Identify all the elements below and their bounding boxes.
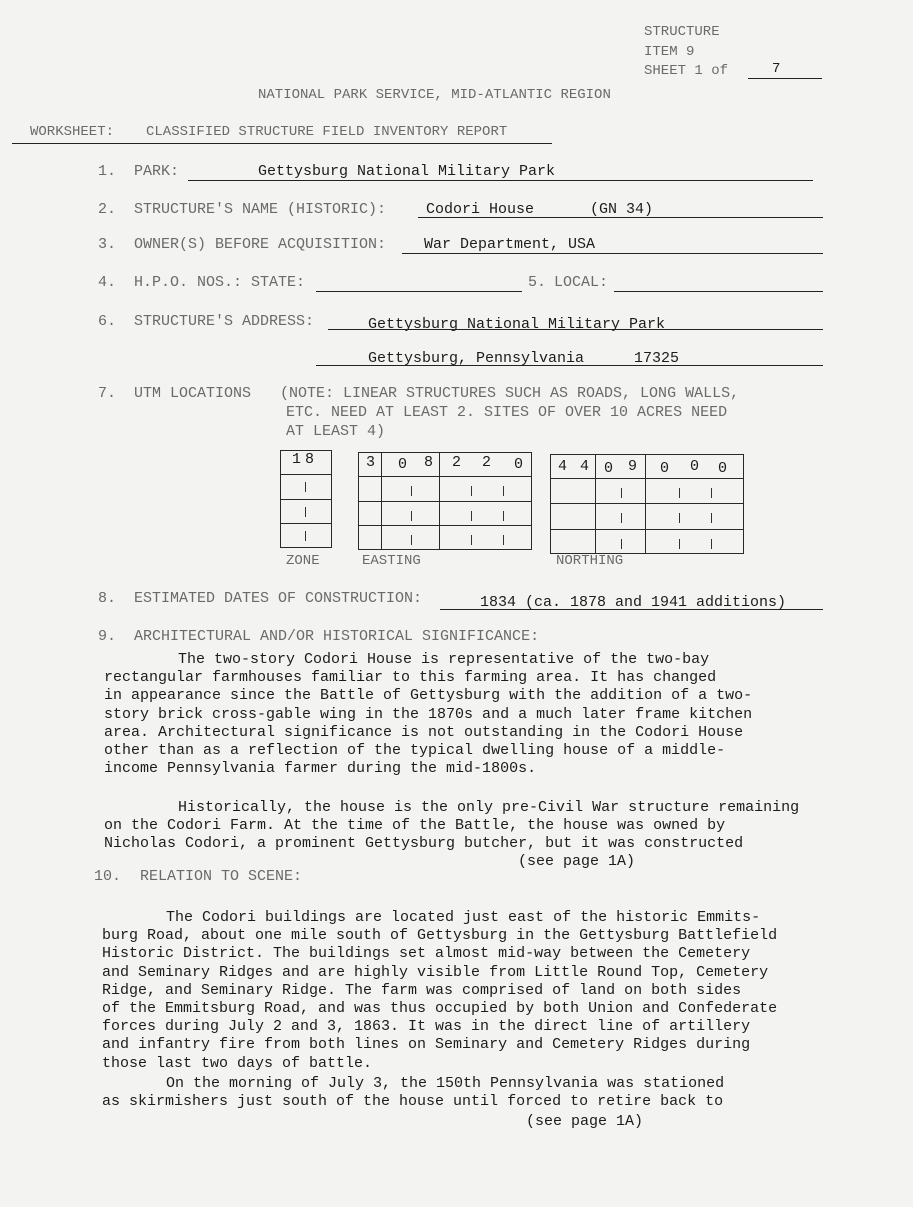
utm-northing-digit-4: 9: [628, 458, 638, 475]
text-line: On the morning of July 3, the 150th Pennsylvania was stationed: [166, 1075, 725, 1092]
text-line: Ridge, and Seminary Ridge. The farm was comprised of land on both sides: [102, 981, 742, 999]
text-line: story brick cross-gable wing in the 1870s and a much later frame kitchen: [104, 705, 753, 723]
text-line: area. Architectural significance is not outstanding in the Codori House: [104, 723, 744, 741]
text-line: as skirmishers just south of the house until forced to retire back to: [102, 1093, 724, 1111]
header-structure-label: STRUCTURE: [644, 24, 720, 40]
text-line: Historic District. The buildings set almost mid-way between the Cemetery: [102, 945, 751, 963]
utm-northing-digit-3: 0: [604, 460, 614, 477]
header-item-label: ITEM 9: [644, 44, 695, 60]
utm-zone-label: ZONE: [286, 553, 320, 569]
utm-note-line-1: (NOTE: LINEAR STRUCTURES SUCH AS ROADS, LONG WALLS,: [280, 385, 740, 402]
significance-paragraph-1: [104, 651, 752, 778]
utm-note-line-3: AT LEAST 4): [286, 423, 386, 440]
worksheet-rule: [12, 143, 552, 144]
text-line: Nicholas Codori, a prominent Gettysburg butcher, but it was constructed: [104, 835, 744, 853]
field-dates-number: 8.: [98, 590, 117, 607]
field-name-value: Codori House: [426, 201, 535, 218]
text-line: those last two days of battle.: [102, 1054, 373, 1072]
text-line: forces during July 2 and 3, 1863. It was in the direct line of artillery: [102, 1018, 751, 1036]
text-line: and infantry fire from both lines on Seminary and Cemetery Ridges during: [102, 1036, 751, 1054]
field-owner-number: 3.: [98, 236, 117, 253]
field-owner-value: War Department, USA: [424, 236, 596, 253]
field-dates-rule: [440, 609, 823, 610]
relation-see-page: (see page 1A): [526, 1113, 644, 1130]
field-address-line2: Gettysburg, Pennsylvania: [368, 350, 585, 367]
field-address-rule-2: [316, 365, 823, 366]
field-park-number: 1.: [98, 163, 117, 180]
text-line: The Codori buildings are located just east of the historic Emmits-: [166, 909, 761, 926]
field-hpo-number: 4.: [98, 274, 117, 291]
field-utm-number: 7.: [98, 385, 117, 402]
field-utm-label: UTM LOCATIONS: [134, 385, 252, 402]
utm-northing-digit-1: 4: [558, 458, 568, 475]
relation-paragraph-2: [102, 1075, 724, 1111]
text-line: Historically, the house is the only pre-Civil War structure remaining: [178, 799, 800, 816]
field-name-number: 2.: [98, 201, 117, 218]
field-owner-rule: [402, 253, 823, 254]
significance-see-page: (see page 1A): [518, 853, 636, 870]
utm-easting-digit-6: 0: [514, 456, 524, 473]
utm-easting-digit-4: 2: [452, 454, 462, 471]
text-line: on the Codori Farm. At the time of the Battle, the house was owned by: [104, 817, 726, 835]
utm-easting-digit-1: 3: [366, 454, 376, 471]
utm-northing-digit-2: 4: [580, 458, 590, 475]
field-local-number: 5.: [528, 274, 547, 291]
worksheet-label: WORKSHEET:: [30, 124, 115, 140]
text-line: in appearance since the Battle of Gettysburg with the addition of a two-: [104, 687, 753, 705]
field-hpo-state-rule: [316, 291, 522, 292]
utm-note-line-2: ETC. NEED AT LEAST 2. SITES OF OVER 10 ACRES NEED: [286, 404, 728, 421]
field-address-number: 6.: [98, 313, 117, 330]
utm-zone-value: 18: [292, 451, 319, 468]
text-line: of the Emmitsburg Road, and was thus occupied by both Union and Confederate: [102, 999, 778, 1017]
text-line: rectangular farmhouses familiar to this farming area. It has changed: [104, 669, 717, 687]
significance-label: ARCHITECTURAL AND/OR HISTORICAL SIGNIFICANCE:: [134, 628, 540, 645]
field-dates-value: 1834 (ca. 1878 and 1941 additions): [480, 594, 787, 611]
field-name-code: (GN 34): [590, 201, 654, 218]
field-hpo-label: H.P.O. NOS.: STATE:: [134, 274, 306, 291]
text-line: income Pennsylvania farmer during the mid-1800s.: [104, 760, 537, 778]
utm-easting-digit-2: 0: [398, 456, 408, 473]
text-line: and Seminary Ridges and are highly visible from Little Round Top, Cemetery: [102, 963, 769, 981]
field-address-zip: 17325: [634, 350, 680, 367]
field-owner-label: OWNER(S) BEFORE ACQUISITION:: [134, 236, 387, 253]
field-park-label: PARK:: [134, 163, 180, 180]
field-name-rule: [418, 217, 823, 218]
utm-easting-digit-5: 2: [482, 454, 492, 471]
text-line: other than as a reflection of the typical dwelling house of a middle-: [104, 741, 726, 759]
worksheet-title: CLASSIFIED STRUCTURE FIELD INVENTORY REPORT: [146, 124, 508, 140]
utm-easting-label: EASTING: [362, 553, 421, 569]
utm-northing-digit-5: 0: [660, 460, 670, 477]
sheet-rule: [748, 78, 822, 79]
field-dates-label: ESTIMATED DATES OF CONSTRUCTION:: [134, 590, 423, 607]
utm-northing-label: NORTHING: [556, 553, 624, 569]
field-name-label: STRUCTURE'S NAME (HISTORIC):: [134, 201, 387, 218]
relation-number: 10.: [94, 868, 122, 885]
text-line: burg Road, about one mile south of Gettysburg in the Gettysburg Battlefield: [102, 927, 778, 945]
utm-northing-digit-7: 0: [718, 460, 728, 477]
field-address-rule-1: [328, 329, 823, 330]
field-local-label: LOCAL:: [554, 274, 609, 291]
field-park-rule: [188, 180, 813, 181]
significance-number: 9.: [98, 628, 117, 645]
field-park-value: Gettysburg National Military Park: [258, 163, 556, 180]
field-address-line1: Gettysburg National Military Park: [368, 316, 666, 333]
significance-paragraph-2: [104, 799, 799, 854]
utm-easting-digit-3: 8: [424, 454, 434, 471]
relation-label: RELATION TO SCENE:: [140, 868, 303, 885]
header-sheet-total: 7: [772, 61, 781, 77]
utm-northing-digit-6: 0: [690, 458, 700, 475]
header-sheet-label: SHEET 1 of: [644, 63, 729, 79]
field-address-label: STRUCTURE'S ADDRESS:: [134, 313, 315, 330]
relation-paragraph-1: [102, 909, 777, 1073]
text-line: The two-story Codori House is representative of the two-bay: [178, 651, 710, 668]
utm-easting-grid: [358, 452, 532, 550]
region-title: NATIONAL PARK SERVICE, MID-ATLANTIC REGION: [258, 87, 611, 103]
field-local-rule: [614, 291, 823, 292]
